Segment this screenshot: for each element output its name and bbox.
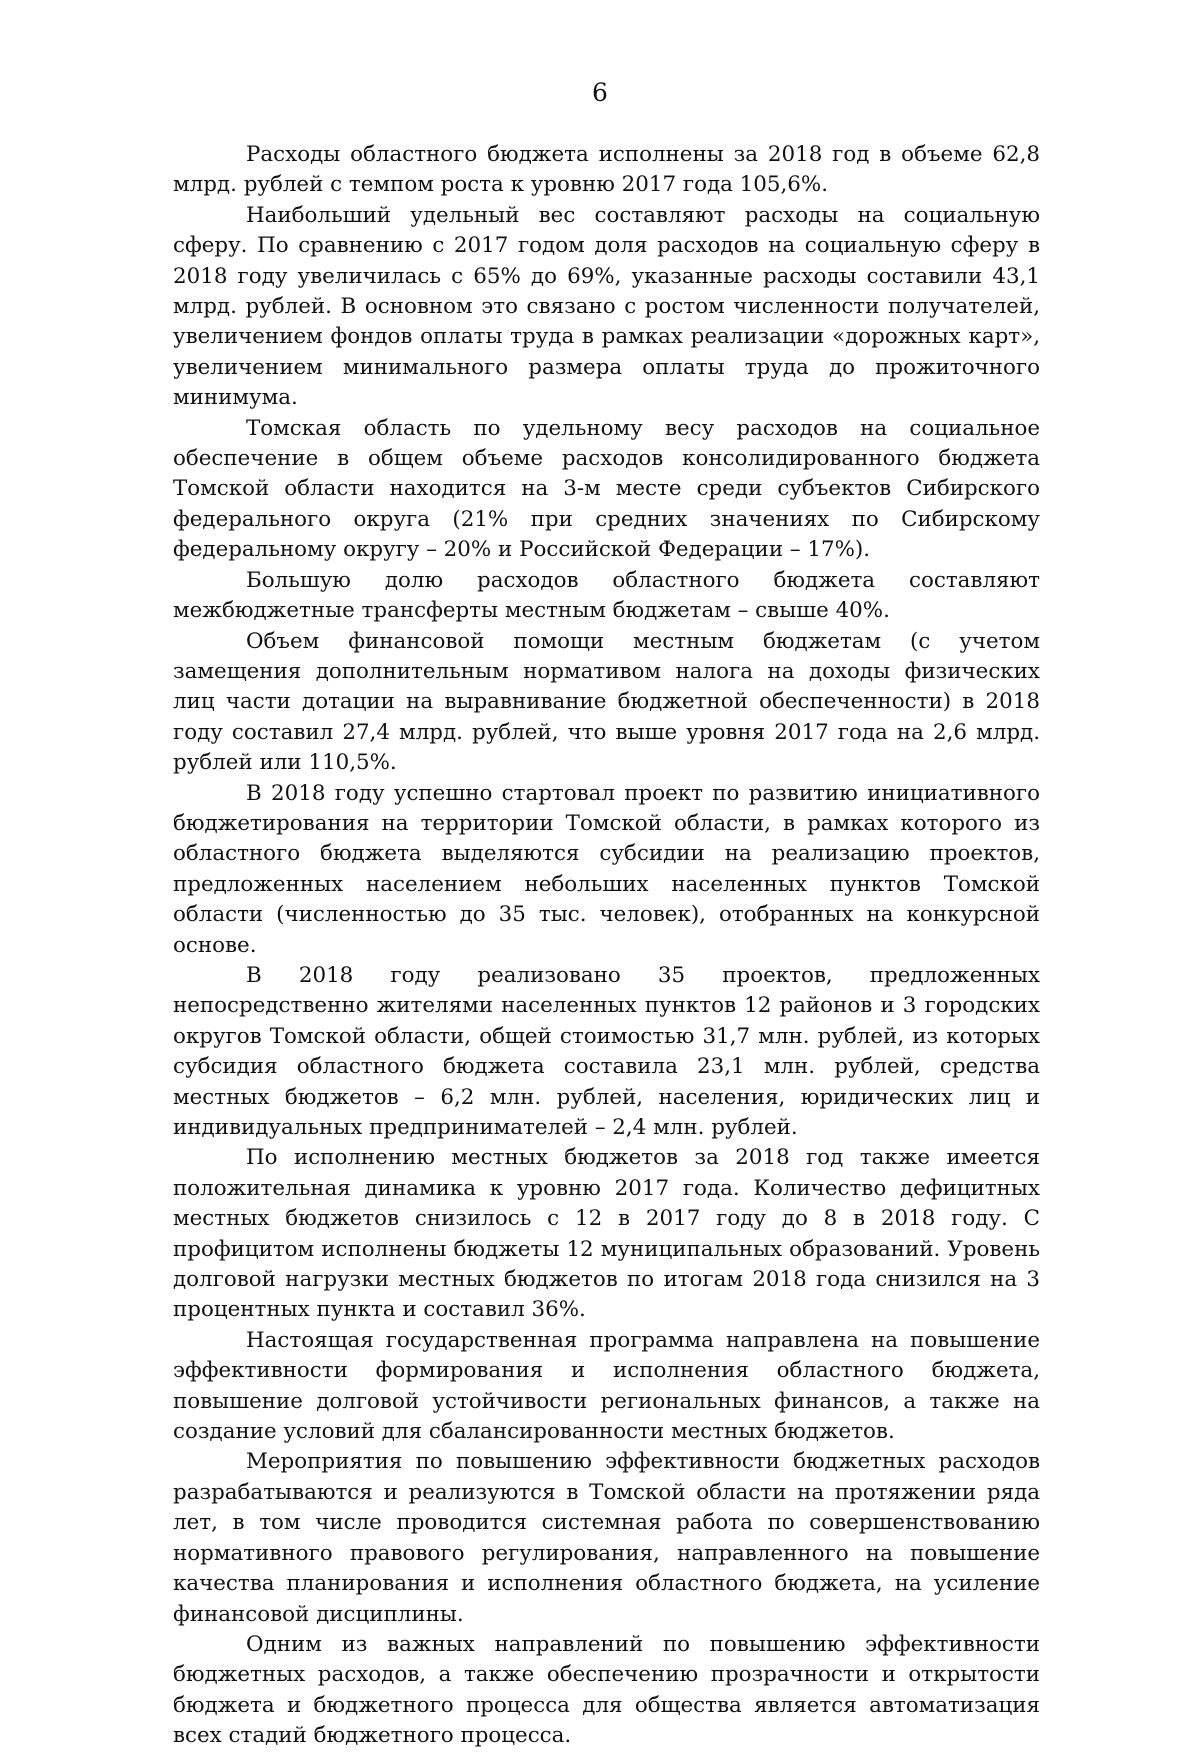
paragraph-5: Объем финансовой помощи местным бюджетам (с учетом замещения дополнительным нормативом налога на доходы физических лиц части дотации на выравнивание бюджетной обеспеченности) в 2018 году составил 27,4 млрд. рублей, что выше уровня 2017 года на 2,6 млрд. рублей или 110,5%.	[173, 628, 1040, 776]
paragraph-7: В 2018 году реализовано 35 проектов, предложенных непосредственно жителями населенных пунктов 12 районов и 3 городских округов Томской области, общей стоимостью 31,7 млн. рублей, из которых субсидия областного бюджета составила 23,1 млн. рублей, средства местных бюджетов – 6,2 млн. рублей, населения, юридических лиц и индивидуальных предпринимателей – 2,4 млн. рублей.	[173, 962, 1040, 1140]
paragraph-4: Большую долю расходов областного бюджета составляют межбюджетные трансферты местным бюджетам – свыше 40%.	[173, 567, 1040, 624]
page-number: 6	[592, 78, 608, 107]
paragraph-3: Томская область по удельному весу расходов на социальное обеспечение в общем объеме расходов консолидированного бюджета Томской области находится на 3-м месте среди субъектов Сибирского федерального округа (21% при средних значениях по Сибирскому федеральному округу – 20% и Российской Федерации – 17%).	[173, 415, 1040, 563]
paragraph-11: Одним из важных направлений по повышению эффективности бюджетных расходов, а также обеспечению прозрачности и открытости бюджета и бюджетного процесса для общества является автоматизация всех стадий бюджетного процесса.	[173, 1631, 1040, 1749]
paragraph-9: Настоящая государственная программа направлена на повышение эффективности формирования и исполнения областного бюджета, повышение долговой устойчивости региональных финансов, а также на создание условий для сбалансированности местных бюджетов.	[173, 1327, 1040, 1445]
paragraph-1: Расходы областного бюджета исполнены за 2018 год в объеме 62,8 млрд. рублей с темпом роста к уровню 2017 года 105,6%.	[173, 142, 1040, 198]
paragraph-10: Мероприятия по повышению эффективности бюджетных расходов разрабатываются и реализуются в Томской области на протяжении ряда лет, в том числе проводится системная работа по совершенствованию нормативного правового регулирования, направленного на повышение качества планирования и исполнения областного бюджета, на усиление финансовой дисциплины.	[173, 1449, 1040, 1627]
paragraph-2: Наибольший удельный вес составляют расходы на социальную сферу. По сравнению с 2017 годом доля расходов на социальную сферу в 2018 году увеличилась с 65% до 69%, указанные расходы составили 43,1 млрд. рублей. В основном это связано с ростом численности получателей, увеличением фондов оплаты труда в рамках реализации «дорожных карт», увеличением минимального размера оплаты труда до прожиточного минимума.	[173, 202, 1040, 411]
document-body	[173, 140, 1040, 1752]
paragraph-6: В 2018 году успешно стартовал проект по развитию инициативного бюджетирования на территории Томской области, в рамках которого из областного бюджета выделяются субсидии на реализацию проектов, предложенных населением небольших населенных пунктов Томской области (численностью до 35 тыс. человек), отобранных на конкурсной основе.	[173, 780, 1040, 958]
paragraph-8: По исполнению местных бюджетов за 2018 год также имеется положительная динамика к уровню 2017 года. Количество дефицитных местных бюджетов снизилось с 12 в 2017 году до 8 в 2018 году. С профицитом исполнены бюджеты 12 муниципальных образований. Уровень долговой нагрузки местных бюджетов по итогам 2018 года снизился на 3 процентных пункта и составил 36%.	[173, 1145, 1040, 1323]
